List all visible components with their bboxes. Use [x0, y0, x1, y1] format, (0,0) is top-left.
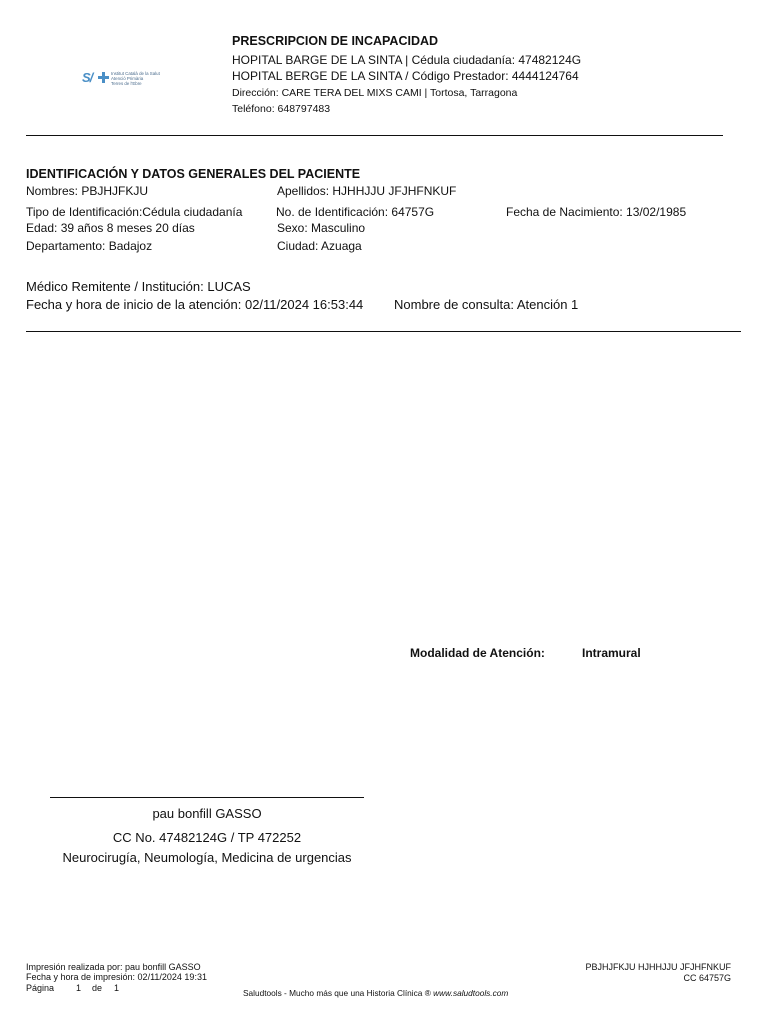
patient-city: Ciudad: Azuaga	[277, 239, 362, 253]
header-provider-line: HOPITAL BERGE DE LA SINTA / Código Prestador: 4444124764	[232, 69, 579, 83]
footer-patient-name: PBJHJFKJU HJHHJJU JFJHFNKUF	[585, 962, 731, 972]
patient-last-name: Apellidos: HJHHJJU JFJHFNKUF	[277, 184, 457, 198]
referring-doctor: Médico Remitente / Institución: LUCAS	[26, 279, 251, 294]
patient-id-number: No. de Identificación: 64757G	[276, 205, 435, 219]
patient-section-title: IDENTIFICACIÓN Y DATOS GENERALES DEL PACIENTE	[26, 167, 361, 181]
website-link[interactable]: www.saludtools.com	[433, 988, 509, 998]
header-address: Dirección: CARE TERA DEL MIXS CAMI | Tortosa, Tarragona	[232, 87, 518, 99]
patient-sex: Sexo: Masculino	[277, 221, 366, 235]
patient-id-type: Tipo de Identificación:Cédula ciudadanía	[26, 205, 243, 219]
patient-first-name: Nombres: PBJHJFKJU	[26, 184, 149, 198]
header-phone: Teléfono: 648797483	[232, 103, 331, 115]
page-total: 1	[114, 983, 120, 993]
printed-by: Impresión realizada por: pau bonfill GASSO	[26, 962, 201, 972]
page-label: Página	[26, 983, 55, 993]
cross-icon	[98, 72, 109, 83]
divider	[26, 331, 741, 332]
footer-tagline	[243, 988, 508, 998]
signature-line	[50, 797, 364, 798]
document-title: PRESCRIPCION DE INCAPACIDAD	[232, 34, 439, 48]
header-institution-line: HOPITAL BARGE DE LA SINTA | Cédula ciudadanía: 47482124G	[232, 53, 582, 67]
divider	[26, 135, 723, 136]
printed-at: Fecha y hora de impresión: 02/11/2024 19:31	[26, 972, 207, 982]
patient-birth-date: Fecha de Nacimiento: 13/02/1985	[506, 205, 687, 219]
modality-value: Intramural	[582, 646, 641, 660]
doctor-credentials: CC No. 47482124G / TP 472252	[112, 830, 302, 845]
patient-age: Edad: 39 años 8 meses 20 días	[26, 221, 195, 235]
logo-mark: S/	[82, 70, 93, 85]
consultation-name: Nombre de consulta: Atención 1	[394, 297, 579, 312]
doctor-name: pau bonfill GASSO	[152, 806, 262, 821]
logo-text: Institut Català de la Salut Atenció Primària Terres de l'Ebre	[111, 71, 160, 86]
institution-logo	[82, 68, 182, 92]
page-of: de	[92, 983, 103, 993]
patient-department: Departamento: Badajoz	[26, 239, 153, 253]
footer-patient-cc: CC 64757G	[683, 973, 731, 983]
tagline-text: Saludtools - Mucho más que una Historia Clínica ®	[243, 988, 431, 998]
modality-label: Modalidad de Atención:	[410, 646, 545, 660]
attention-start: Fecha y hora de inicio de la atención: 02/11/2024 16:53:44	[26, 297, 364, 312]
doctor-specialties: Neurocirugía, Neumología, Medicina de urgencias	[62, 850, 352, 865]
page-number: 1	[76, 983, 82, 993]
